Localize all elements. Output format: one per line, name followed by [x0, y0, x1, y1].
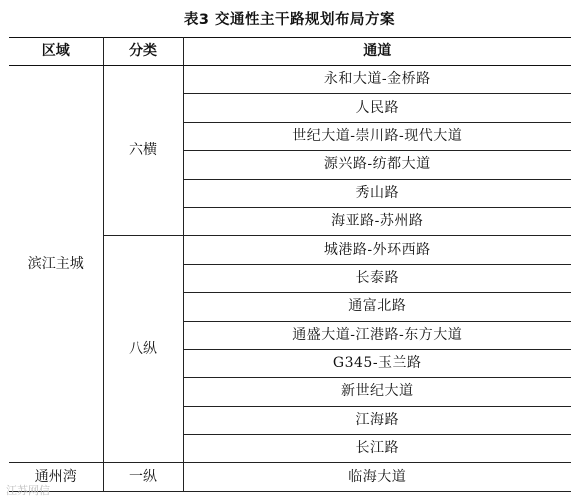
watermark: 江苏网信 — [6, 484, 50, 497]
channel-cell: 长江路 — [183, 435, 571, 463]
table-row — [9, 463, 571, 491]
channel-cell: 源兴路-纺都大道 — [183, 151, 571, 179]
category-cell: 一纵 — [103, 463, 183, 491]
table-row — [9, 66, 571, 94]
header-category: 分类 — [103, 38, 183, 66]
header-channel: 通道 — [183, 38, 571, 66]
channel-cell: 临海大道 — [183, 463, 571, 491]
channel-cell: 长泰路 — [183, 264, 571, 292]
category-cell: 六横 — [103, 66, 183, 236]
channel-cell: 永和大道-金桥路 — [183, 66, 571, 94]
channel-cell: 城港路-外环西路 — [183, 236, 571, 264]
category-cell: 八纵 — [103, 236, 183, 463]
header-region: 区域 — [9, 38, 103, 66]
channel-cell: 江海路 — [183, 406, 571, 434]
table-header-row — [9, 38, 571, 66]
channel-cell: G345-玉兰路 — [183, 349, 571, 377]
table-body — [9, 66, 571, 492]
channel-cell: 人民路 — [183, 94, 571, 122]
channel-cell: 世纪大道-崇川路-现代大道 — [183, 122, 571, 150]
channel-cell: 秀山路 — [183, 179, 571, 207]
channel-cell: 新世纪大道 — [183, 378, 571, 406]
road-plan-table — [9, 37, 571, 492]
channel-cell: 通富北路 — [183, 293, 571, 321]
table-caption: 表3 交通性主干路规划布局方案 — [183, 12, 396, 28]
region-cell: 通州湾 — [9, 463, 103, 491]
channel-cell: 通盛大道-江港路-东方大道 — [183, 321, 571, 349]
channel-cell: 海亚路-苏州路 — [183, 207, 571, 235]
region-cell: 滨江主城 — [9, 66, 103, 463]
